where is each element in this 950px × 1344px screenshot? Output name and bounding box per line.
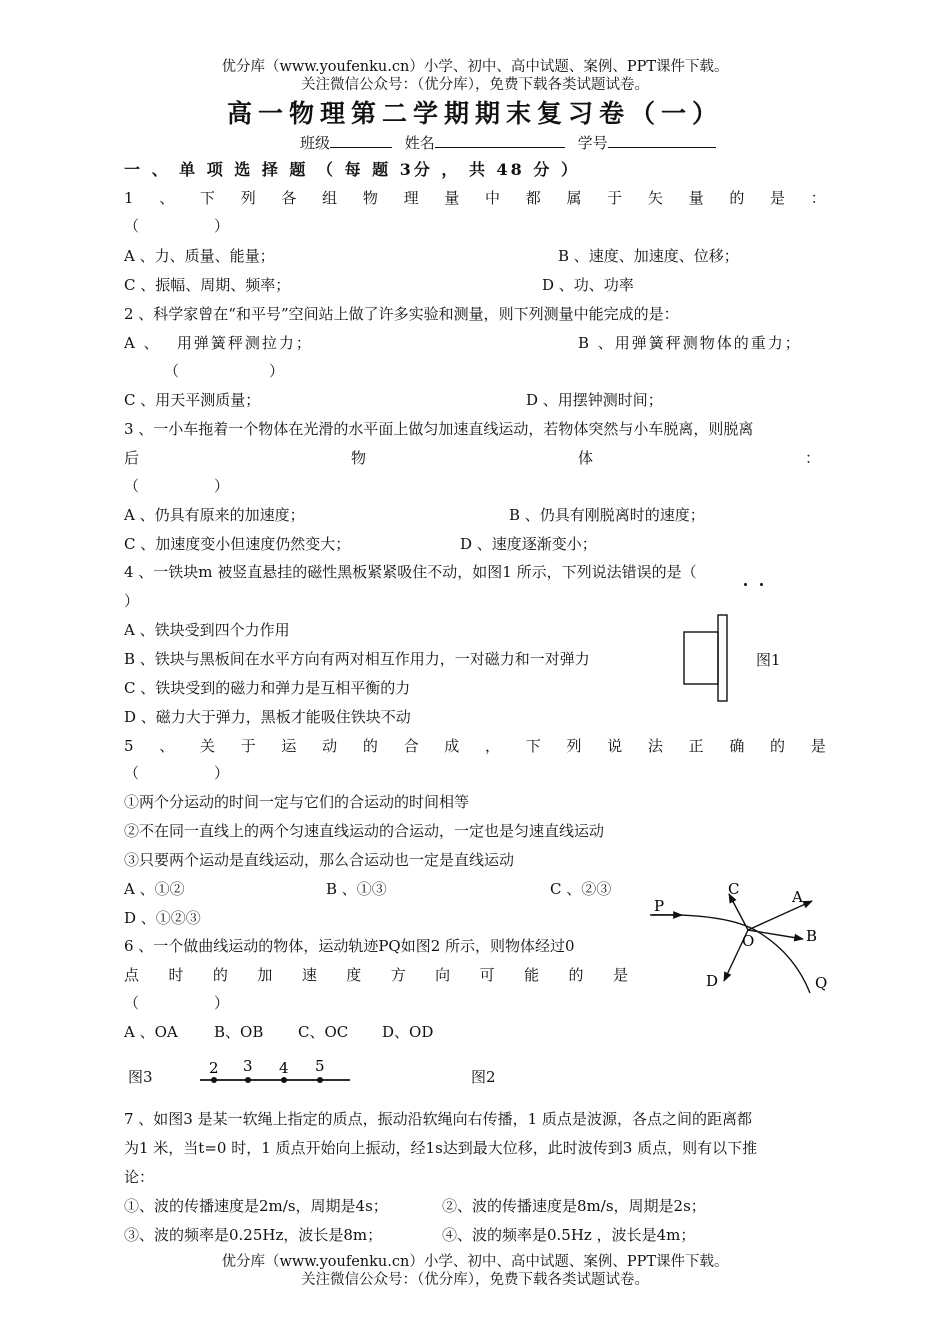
label-c: C xyxy=(728,880,740,898)
label-p: P xyxy=(654,897,665,915)
student-info xyxy=(300,132,716,153)
figure-3-diagram xyxy=(196,1054,356,1086)
header-line-1: 优分库（www.youfenku.cn）小学、初中、高中试题、案例、PPT课件下载。 xyxy=(221,59,729,75)
q1-stem: 1 、 下 列 各 组 物 理 量 中 都 属 于 矢 量 的 是 ： xyxy=(124,189,826,207)
q7-statement-1: ①、波的传播速度是2m/s，周期是4s； xyxy=(124,1197,388,1215)
name-blank[interactable] xyxy=(435,132,565,148)
footer-line-2: 关注微信公众号：（优分库），免费下载各类试题试卷。 xyxy=(301,1272,649,1288)
q3-stem-cont: 后 物 体 ： xyxy=(124,449,820,467)
q5-stem: 5 、 关 于 运 动 的 合 成 ， 下 列 说 法 正 确 的 是 xyxy=(124,737,826,755)
q6-answer-paren[interactable]: （ ） xyxy=(124,994,230,1012)
blackboard xyxy=(718,615,727,701)
trajectory-curve xyxy=(650,915,810,993)
q4-option-c[interactable]: C 、铁块受到的磁力和弹力是互相平衡的力 xyxy=(124,679,411,697)
q5-answer-paren[interactable]: （ ） xyxy=(124,764,230,782)
q7-statement-2: ②、波的传播速度是8m/s，周期是2s； xyxy=(442,1197,706,1215)
q6-stem-cont: 点 时 的 加 速 度 方 向 可 能 的 是 xyxy=(124,966,628,984)
q4-option-a[interactable]: A 、铁块受到四个力作用 xyxy=(124,621,290,639)
label-b: B xyxy=(806,927,818,945)
iron-block xyxy=(684,632,718,684)
q7-statement-4: ④、波的频率是0.5Hz ，波长是4m； xyxy=(442,1226,696,1244)
label-d: D xyxy=(706,972,719,990)
q6-option-b[interactable]: B、OB xyxy=(214,1023,264,1041)
q1-option-c[interactable]: C 、振幅、周期、频率； xyxy=(124,276,291,294)
page-title: 高一物理第二学期期末复习卷（一） xyxy=(226,99,723,128)
q3-option-d[interactable]: D 、速度逐渐变小； xyxy=(460,535,597,553)
particle-2 xyxy=(211,1077,217,1083)
section-heading: 一 、 单 项 选 择 题 （ 每 题 3分 ， 共 48 分 ） xyxy=(124,160,580,179)
q2-answer-paren[interactable]: （ ） xyxy=(164,362,285,380)
q3-stem: 3 、一小车拖着一个物体在光滑的水平面上做匀加速直线运动，若物体突然与小车脱离，则脱离 xyxy=(124,420,754,438)
figure-1-caption: 图1 xyxy=(756,651,781,669)
figure-3-caption: 图3 xyxy=(128,1068,153,1086)
particle-4 xyxy=(281,1077,287,1083)
q2-option-c[interactable]: C 、用天平测质量； xyxy=(124,391,261,409)
id-label: 学号 xyxy=(577,134,608,152)
particle-label-4: 4 xyxy=(279,1059,289,1077)
q5-option-b[interactable]: B 、①③ xyxy=(326,880,387,898)
q2-option-a[interactable]: A 、 用弹簧秤测拉力； xyxy=(124,334,313,352)
q3-option-a[interactable]: A 、仍具有原来的加速度； xyxy=(124,506,305,524)
header-line-2: 关注微信公众号：（优分库），免费下载各类试题试卷。 xyxy=(301,77,649,93)
q1-option-d[interactable]: D 、功、功率 xyxy=(542,276,634,294)
q6-option-c[interactable]: C、OC xyxy=(298,1023,349,1041)
q5-statement-2: ②不在同一直线上的两个匀速直线运动的合运动，一定也是匀速直线运动 xyxy=(124,822,605,840)
particle-5 xyxy=(317,1077,323,1083)
q4-option-d[interactable]: D 、磁力大于弹力，黑板才能吸住铁块不动 xyxy=(124,708,411,726)
class-blank[interactable] xyxy=(330,132,392,148)
particle-label-3: 3 xyxy=(243,1057,253,1075)
q7-stem-line-1: 7 、如图3 是某一软绳上指定的质点，振动沿软绳向右传播，1 质点是波源，各点之间的距离都 xyxy=(124,1110,752,1128)
figure-2-caption: 图2 xyxy=(471,1068,496,1086)
q6-option-d[interactable]: D、OD xyxy=(382,1023,434,1041)
q7-stem-line-2: 为1 米，当t=0 时，1 质点开始向上振动，经1s达到最大位移，此时波传到3 质点，则有以下推 xyxy=(124,1139,758,1157)
q5-option-c[interactable]: C 、②③ xyxy=(550,880,612,898)
q3-option-c[interactable]: C 、加速度变小但速度仍然变大； xyxy=(124,535,351,553)
q6-option-a[interactable]: A 、OA xyxy=(124,1023,178,1041)
arrow-ob xyxy=(748,930,803,939)
arrow-oc xyxy=(729,894,748,930)
label-q: Q xyxy=(815,974,828,992)
q1-option-b[interactable]: B 、速度、加速度、位移； xyxy=(558,247,739,265)
figure-2-diagram xyxy=(640,875,840,1000)
footer-line-1: 优分库（www.youfenku.cn）小学、初中、高中试题、案例、PPT课件下载。 xyxy=(221,1254,729,1270)
q2-stem: 2 、科学家曾在“和平号”空间站上做了许多实验和测量，则下列测量中能完成的是： xyxy=(124,305,679,323)
name-label: 姓名 xyxy=(404,134,435,152)
label-a: A xyxy=(792,888,803,906)
figure-1-diagram xyxy=(676,610,736,706)
q4-stem: 4 、一铁块m 被竖直悬挂的磁性黑板紧紧吸住不动，如图1 所示，下列说法错误的是（ xyxy=(124,563,697,581)
emphasis-dot xyxy=(760,583,763,586)
q1-option-a[interactable]: A 、力、质量、能量； xyxy=(124,247,275,265)
q5-statement-1: ①两个分运动的时间一定与它们的合运动的时间相等 xyxy=(124,793,470,811)
q2-option-b[interactable]: B 、用弹簧秤测物体的重力； xyxy=(578,334,802,352)
q5-statement-3: ③只要两个运动是直线运动，那么合运动也一定是直线运动 xyxy=(124,851,515,869)
q3-option-b[interactable]: B 、仍具有刚脱离时的速度； xyxy=(509,506,705,524)
emphasis-dot xyxy=(744,583,747,586)
particle-label-5: 5 xyxy=(315,1057,325,1075)
particle-label-2: 2 xyxy=(209,1059,219,1077)
q2-option-d[interactable]: D 、用摆钟测时间； xyxy=(526,391,663,409)
particle-3 xyxy=(245,1077,251,1083)
q4-option-b[interactable]: B 、铁块与黑板间在水平方向有两对相互作用力，一对磁力和一对弹力 xyxy=(124,650,590,668)
q5-option-d[interactable]: D 、①②③ xyxy=(124,909,201,927)
label-o: O xyxy=(742,932,755,950)
q7-stem-line-3: 论： xyxy=(124,1168,155,1186)
q3-answer-paren[interactable]: （ ） xyxy=(124,477,230,495)
class-label: 班级 xyxy=(300,134,331,152)
id-blank[interactable] xyxy=(608,132,716,148)
q7-statement-3: ③、波的频率是0.25Hz，波长是8m； xyxy=(124,1226,383,1244)
q1-answer-paren[interactable]: （ ） xyxy=(124,217,230,235)
q6-stem: 6 、一个做曲线运动的物体，运动轨迹PQ如图2 所示，则物体经过0 xyxy=(124,937,575,955)
q4-close-paren: ） xyxy=(124,592,140,610)
q5-option-a[interactable]: A 、①② xyxy=(124,880,185,898)
